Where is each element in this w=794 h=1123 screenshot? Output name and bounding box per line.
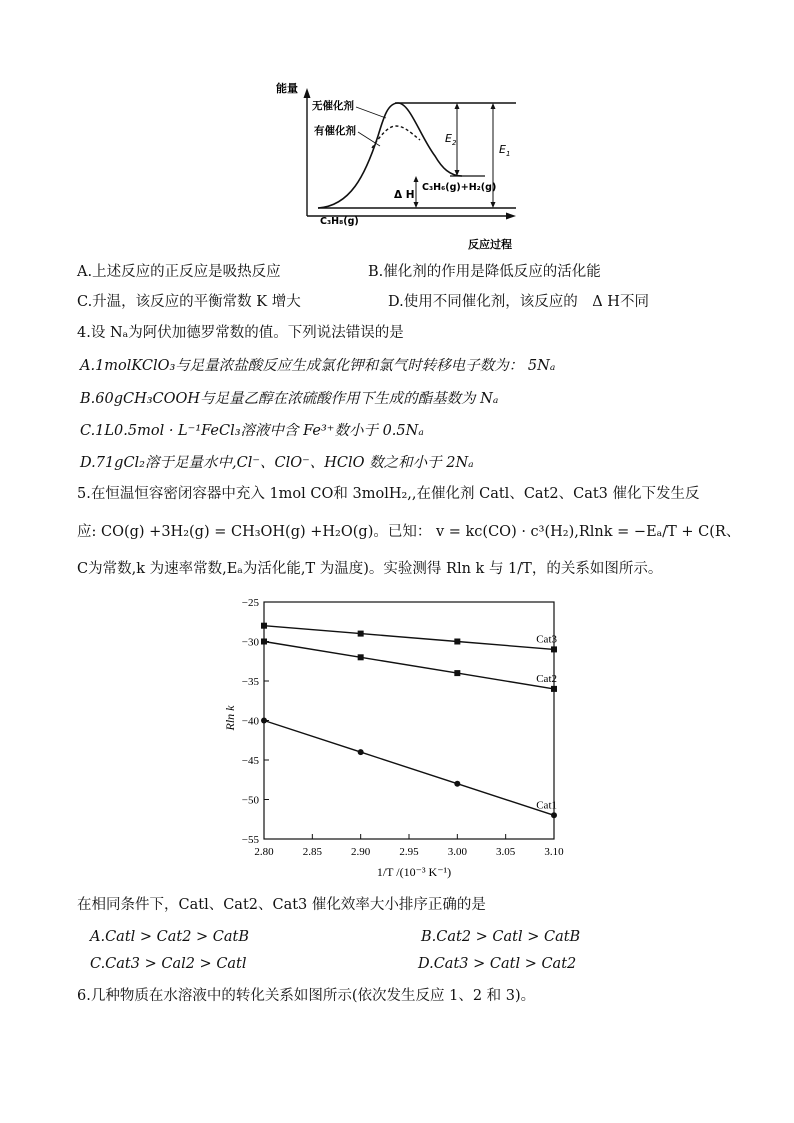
q5-option-c: C.Cat3 > Cal2 > Catl — [90, 956, 247, 972]
series-label-cat3: Cat3 — [536, 633, 557, 646]
data-point-cat2 — [551, 686, 557, 692]
q5-option-a: A.Catl > Cat2 > CatB — [90, 929, 250, 945]
data-point-cat2 — [358, 654, 364, 660]
q4-option-a: A.1molKClO₃与足量浓盐酸反应生成氯化钾和氯气时转移电子数为： 5Nₐ — [80, 358, 556, 374]
q5-line-3: C为常数,k 为速率常数,Eₐ为活化能,T 为温度)。实验测得 Rln k 与 1/T，的关系如图所示。 — [77, 561, 663, 577]
data-point-cat2 — [454, 670, 460, 676]
data-point-cat3 — [358, 631, 364, 637]
q5-option-b: B.Cat2 > Catl > CatB — [421, 929, 581, 945]
reaction-axis-label: 反应过程 — [468, 238, 512, 251]
q5-line-2: 应: CO(g) +3H₂(g) = CH₃OH(g) +H₂O(g)。已知： v = kc(CO) · c³(H₂),Rlnk = −Eₐ/T + C(R、 — [77, 524, 741, 540]
with-catalyst-label: 有催化剂 — [314, 125, 356, 137]
y-tick-label: −45 — [241, 755, 259, 767]
data-point-cat1 — [551, 812, 557, 818]
data-point-cat1 — [261, 718, 267, 724]
y-tick-label: −50 — [241, 794, 259, 807]
y-tick-label: −40 — [241, 715, 259, 728]
x-tick-label: 3.05 — [496, 846, 516, 858]
data-point-cat1 — [358, 749, 364, 755]
energy-axis-label: 能量 — [276, 82, 298, 95]
series-label-cat2: Cat2 — [536, 672, 557, 685]
series-line-cat2 — [264, 642, 554, 689]
x-tick-label: 3.00 — [447, 846, 467, 858]
q3-option-d: D.使用不同催化剂，该反应的 Δ H不同 — [388, 294, 649, 310]
y-tick-label: −25 — [241, 597, 259, 609]
data-point-cat3 — [551, 646, 557, 652]
q3-option-b: B.催化剂的作用是降低反应的活化能 — [368, 264, 601, 280]
series-line-cat3 — [264, 626, 554, 650]
data-point-cat3 — [454, 639, 460, 645]
q5-conclusion: 在相同条件下，Catl、Cat2、Cat3 催化效率大小排序正确的是 — [77, 897, 486, 913]
rlnk-vs-inverse-t-chart — [222, 592, 570, 888]
q3-option-a: A.上述反应的正反应是吸热反应 — [77, 264, 281, 280]
x-tick-label: 2.85 — [302, 846, 322, 858]
y-tick-label: −55 — [241, 834, 259, 846]
e2-label: $E_2$ — [445, 132, 457, 147]
x-tick-label: 2.90 — [351, 846, 371, 858]
reactant-label: C₃H₈(g) — [320, 216, 359, 227]
q6-stem: 6.几种物质在水溶液中的转化关系如图所示(依次发生反应 1、2 和 3)。 — [77, 988, 536, 1004]
q4-stem: 4.设 Nₐ为阿伏加德罗常数的值。下列说法错误的是 — [77, 325, 404, 341]
x-tick-label: 2.80 — [254, 846, 274, 858]
series-label-cat1: Cat1 — [536, 799, 557, 812]
no-catalyst-label: 无催化剂 — [312, 100, 354, 112]
q4-option-d: D.71gCl₂溶于足量水中,Cl⁻、ClO⁻、HClO 数之和小于 2Nₐ — [80, 455, 474, 471]
products-label: C₃H₆(g)+H₂(g) — [422, 182, 497, 193]
q4-option-c: C.1L0.5mol · L⁻¹FeCl₃溶液中含 Fe³⁺数小于 0.5Nₐ — [80, 423, 424, 439]
chart-xlabel: 1/T /(10⁻³ K⁻¹) — [376, 865, 452, 879]
x-tick-label: 2.95 — [399, 846, 419, 858]
x-tick-label: 3.10 — [544, 846, 564, 858]
q5-option-d: D.Cat3 > Catl > Cat2 — [418, 956, 577, 972]
q3-option-c: C.升温，该反应的平衡常数 K 增大 — [77, 294, 301, 310]
e1-label: $E_1$ — [499, 143, 511, 158]
data-point-cat1 — [454, 781, 460, 787]
energy-diagram — [270, 76, 530, 254]
series-line-cat1 — [264, 721, 554, 816]
data-point-cat3 — [261, 623, 267, 629]
data-point-cat2 — [261, 639, 267, 645]
q5-line-1: 5.在恒温恒容密闭容器中充入 1mol CO和 3molH₂,,在催化剂 Catl、Cat2、Cat3 催化下发生反 — [77, 486, 700, 502]
delta-h-label: Δ H — [394, 189, 415, 201]
y-tick-label: −35 — [241, 676, 259, 688]
chart-ylabel: Rln k — [223, 705, 237, 731]
y-tick-label: −30 — [241, 636, 259, 649]
q4-option-b: B.60gCH₃COOH与足量乙醇在浓硫酸作用下生成的酯基数为 Nₐ — [80, 391, 499, 407]
